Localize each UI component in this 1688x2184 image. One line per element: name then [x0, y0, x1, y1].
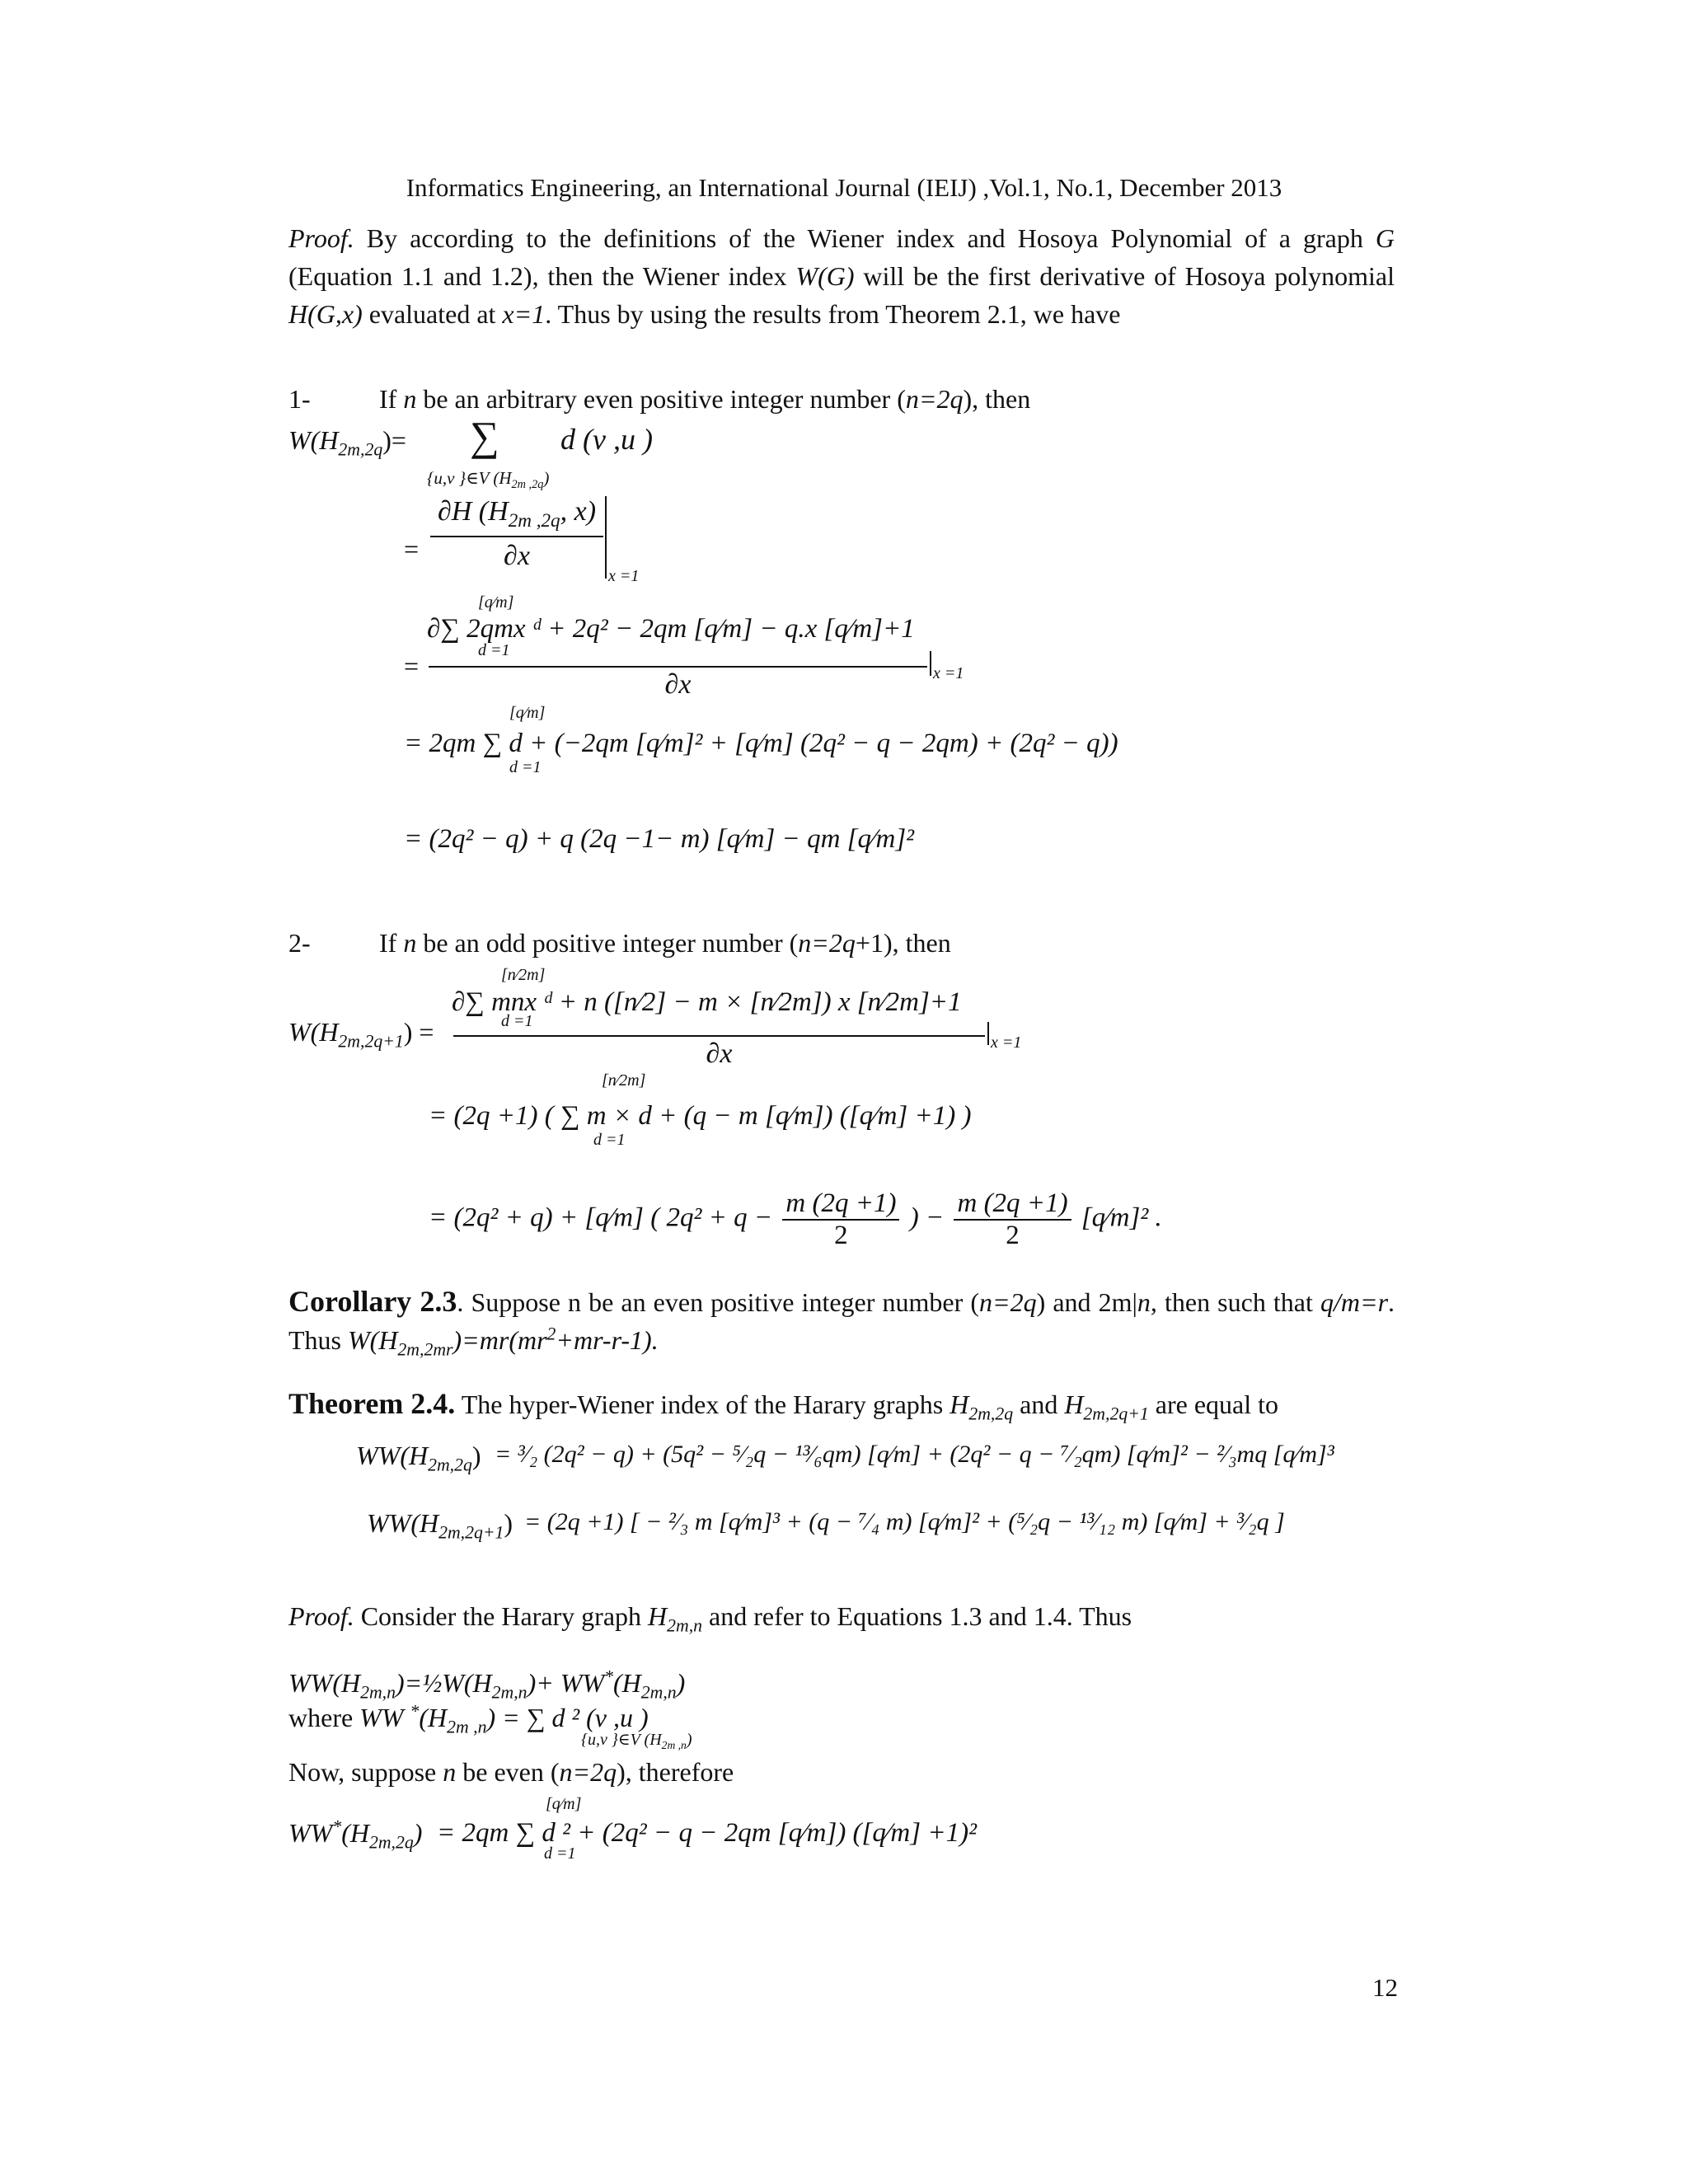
eq1-line-4: = 2qm ∑ d + (−2qm [q⁄m]² + [q⁄m] (2q² − q − 2qm) + (2q² − q)): [404, 729, 1118, 758]
hyper-wiener-relation: $WW(H_{2m,n})=\frac{1}{2}W(H_{2m,n})+ WW^*(H_{2m,n})$: [288, 1666, 686, 1703]
page-number: 12: [1372, 1973, 1398, 2002]
eq1-l2-numerator: ∂H ($H_{2m ,2q}$, x): [437, 496, 597, 532]
proof-paragraph-2: Proof. Consider the Harary graph $H_{2m,n}$ and refer to Equations 1.3 and 1.4. Thus: [288, 1601, 1132, 1636]
ww2-rhs: = (2q +1) [ − ²⁄₃ m [q⁄m]³ + (q − ⁷⁄₄ m) [q⁄m]² + (⁵⁄₂q − ¹³⁄₁₂ m) [q⁄m] + ³⁄₂q ]: [524, 1508, 1285, 1535]
where-sum-index: {u,v }∈V $(H_{2m ,n})$: [581, 1731, 692, 1751]
eq1-l2-fraction-bar: [430, 536, 603, 537]
ws-lhs: $WW^*(H_{2m,2q})$: [288, 1816, 423, 1853]
eq1-equals-2: =: [404, 534, 420, 564]
theorem-label: Theorem 2.4.: [288, 1387, 456, 1420]
ww2-lhs: $WW(H_{2m,2q+1})$: [367, 1508, 513, 1543]
eq1-l2-eval: x =1: [608, 567, 640, 585]
theorem-2-4: Theorem 2.4. The hyper-Wiener index of the Harary graphs $H_{2m,2q}$ and $H_{2m,2q+1}$ are equal to: [288, 1387, 1278, 1424]
math-inline: x=1: [502, 299, 546, 329]
ws-lower: d =1: [544, 1844, 576, 1863]
eq2-l1-fraction-bar: [453, 1035, 985, 1037]
eq1-sum-sign: ∑: [470, 413, 499, 459]
case-number: 1-: [288, 384, 311, 414]
case-text: If n be an odd positive integer number (n=2q+1), then: [379, 928, 951, 958]
case-2-line: [288, 928, 951, 958]
text: . Thus by using the results from Theorem 2.1, we have: [545, 299, 1121, 329]
now-line: Now, suppose n be even (n=2q), therefore: [288, 1757, 734, 1787]
math-inline: W(G): [795, 261, 855, 291]
text: evaluated at: [362, 299, 503, 329]
case-text: If n be an arbitrary even positive integer number (n=2q), then: [379, 384, 1031, 414]
fraction: $\frac{m (2q +1)}{2}$: [782, 1188, 899, 1251]
eq1-l3-lower: d =1: [478, 641, 510, 659]
corollary-label: Corollary 2.3: [288, 1285, 457, 1318]
math-inline: G: [1375, 223, 1395, 253]
ww1-rhs: = ³⁄₂ (2q² − q) + (5q² − ⁵⁄₂q − ¹³⁄₆qm) [q⁄m] + (2q² − q − ⁷⁄₂qm) [q⁄m]² − ²⁄₃mq [q⁄m]³: [495, 1441, 1334, 1468]
text: By according to the definitions of the Wiener index and Hosoya Polynomial of a graph: [354, 223, 1376, 253]
proof-label: Proof.: [288, 223, 354, 253]
eq1-equals-3: =: [404, 651, 420, 681]
eq1-l4-upper: [q⁄m]: [509, 704, 546, 722]
ww1-lhs: $WW(H_{2m,2q})$: [356, 1441, 481, 1475]
case-number: 2-: [288, 928, 311, 958]
eq2-line-2: = (2q +1) ( ∑ m × d + (q − m [q⁄m]) ([q⁄m] +1) ): [429, 1101, 972, 1131]
case-1-line: [288, 384, 1031, 415]
text: (Equation 1.1 and 1.2), then the Wiener index: [288, 261, 796, 291]
running-header: Informatics Engineering, an International Journal (IEIJ) ,Vol.1, No.1, December 2013: [406, 173, 1282, 202]
eq2-l1-lower: d =1: [501, 1012, 533, 1030]
eq1-l3-upper: [q⁄m]: [478, 593, 514, 612]
eq2-l2-upper: [n⁄2m]: [602, 1071, 646, 1090]
eq1-l3-fraction-bar: [429, 666, 927, 668]
eq1-l4-lower: d =1: [509, 758, 542, 776]
eq1-l3-denominator: ∂x: [664, 669, 692, 700]
eq1-l3-numerator: ∂∑ 2qmx ᵈ + 2q² − 2qm [q⁄m] − q.x [q⁄m]+1: [427, 614, 915, 644]
eq1-l2-denominator: ∂x: [504, 541, 530, 571]
eq2-l1-eval-bar: [987, 1022, 989, 1045]
eq2-l1-numerator: ∂∑ mnx ᵈ + n ([n⁄2] − m × [n⁄2m]) x [n⁄2m]+1: [452, 987, 962, 1017]
ws-rhs: = 2qm ∑ d ² + (2q² − q − 2qm [q⁄m]) ([q⁄m] +1)²: [437, 1818, 977, 1848]
eq2-line-3: = (2q² + q) + [q⁄m] ( 2q² + q − $\frac{m (2q +1)}{2}$ ) − $\frac{m (2q +1)}{2}$ [q⁄m]² .: [429, 1188, 1162, 1250]
text: will be the first derivative of Hosoya polynomial: [854, 261, 1395, 291]
eq1-l2-eval-bar: [605, 496, 607, 579]
eq1-lhs: $W(H_{2m,2q})=$: [288, 425, 406, 460]
eq2-lhs: $W(H_{2m,2q+1})$ =: [288, 1017, 434, 1052]
eq1-line-5: = (2q² − q) + q (2q −1− m) [q⁄m] − qm [q⁄m]²: [404, 824, 915, 854]
math-inline: H(G,x): [288, 299, 363, 329]
eq2-l1-upper: [n⁄2m]: [501, 966, 546, 984]
where-line: where WW $^*(H_{2m ,n})$ = ∑ d ² (v ,u ): [288, 1701, 649, 1737]
corollary-2-3: Corollary 2.3. Suppose n be an even positive integer number (n=2q) and 2m|n, then such that q/m=r. Thus $W(H_{2m,2mr})=mr(mr^2+mr-r-1)$.: [288, 1285, 1395, 1360]
ws-upper: [q⁄m]: [546, 1795, 582, 1813]
eq1-l3-eval: x =1: [933, 664, 964, 682]
eq1-l3-eval-bar: [930, 651, 931, 676]
eq1-sum-index: {u,v }∈V $(H_{2m ,2q})$: [427, 468, 550, 492]
proof-label: Proof.: [288, 1601, 354, 1631]
proof-paragraph-1: [288, 219, 1395, 333]
eq2-l1-denominator: ∂x: [706, 1038, 733, 1069]
fraction: $\frac{m (2q +1)}{2}$: [954, 1188, 1071, 1251]
eq1-term: d (v ,u ): [560, 423, 653, 456]
eq2-l2-lower: d =1: [593, 1131, 626, 1149]
eq2-l1-eval: x =1: [991, 1033, 1022, 1052]
